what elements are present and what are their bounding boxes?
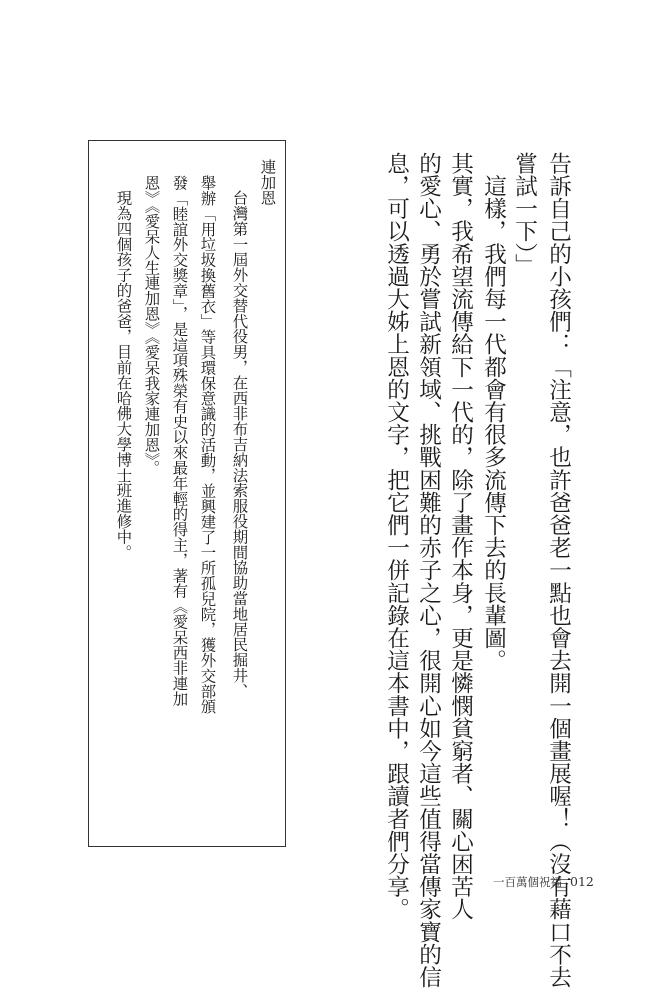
book-title: 一百萬個祝福: [493, 875, 562, 889]
bio-text-column: 恩》《愛呆人生連加恩》《愛呆我家連加恩》。: [142, 175, 161, 476]
main-text-column: 其實，我希望流傳給下一代的，除了畫作本身，更是憐憫貧窮者、關心困苦人: [447, 152, 474, 921]
bio-name: 連加恩: [258, 159, 277, 206]
bio-text-column: 現為四個孩子的爸爸，目前在哈佛大學博士班進修中。: [114, 190, 133, 560]
main-text-column: 息，可以透過大姊上恩的文字，把它們一併記錄在這本書中，跟讀者們分享。: [383, 152, 410, 921]
page-footer: [493, 874, 594, 890]
page-number: 012: [570, 874, 594, 889]
bio-text-column: 舉辦「用垃圾換舊衣」等具環保意識的活動，並興建了一所孤兒院，獲外交部頒: [198, 175, 217, 714]
main-text-column: 告訴自己的小孩們：「注意，也許爸爸老一點也會去開一個畫展喔！（沒有藉口不去: [545, 152, 572, 988]
main-text-column: 嘗試一下）」: [511, 152, 538, 277]
bio-text-column: 台灣第一屆外交替代役男，在西非布吉納法索服役期間協助當地居民掘井、: [230, 190, 249, 699]
bio-text-column: 發「睦誼外交獎章」，是這項殊榮有史以來最年輕的得主，著有《愛呆西非連加: [170, 175, 189, 707]
main-text-column: 的愛心、勇於嘗試新領域、挑戰困難的赤子之心，很開心如今這些值得當傳家寶的信: [415, 152, 442, 988]
main-text-column: 這樣，我們每一代都會有很多流傳下去的長輩圖。: [480, 152, 507, 672]
